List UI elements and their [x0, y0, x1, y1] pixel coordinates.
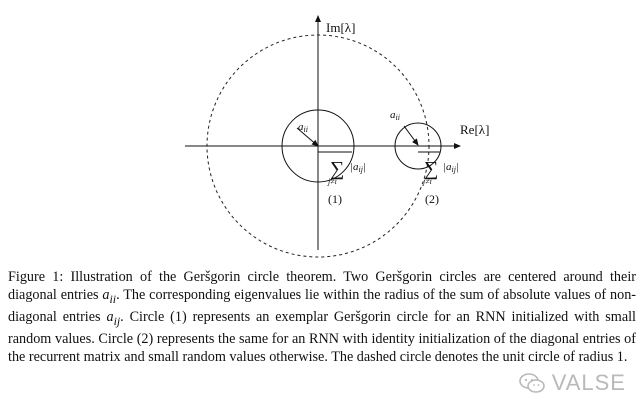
circle-1-sum-symbol: ∑ [330, 158, 345, 180]
circle-2-number: (2) [425, 192, 439, 206]
watermark-text: VALSE [551, 370, 626, 395]
circle-1-sum-index: j≠i [328, 177, 337, 186]
circle-2-sum-index: j≠i [423, 177, 432, 186]
caption-text-1: Figure 1: Illustration of the Geršgorin circle theorem. Two Geršgorin circles are centered around their diagonal entries [8, 269, 636, 304]
caption-math-aii-base: a [102, 287, 110, 304]
caption-math-aij-base: a [106, 309, 114, 326]
caption-math-aij-sub: ij [113, 314, 121, 329]
imaginary-axis-label: Im[λ] [326, 20, 356, 35]
real-axis-label: Re[λ] [460, 122, 490, 137]
caption-text-3: . Circle (1) represents an exemplar Geršgorin circle for an RNN initialized with small random values. Circle (2) represents the same for an RNN with identity initialization of the diagonal entries of the recurrent matrix and small random values otherwise. The dashed circle denotes the unit circle of radius 1. [8, 309, 636, 366]
figure-caption [8, 268, 636, 367]
caption-text-2: . The corresponding eigenvalues lie within the radius of the sum of absolute values of non-diagonal entries [8, 287, 637, 326]
watermark [518, 370, 626, 396]
caption-math-aii [102, 287, 117, 307]
circle-1-sum-term: |aij| [350, 161, 367, 174]
circle-2-radius-arrow [404, 126, 418, 145]
circle-1-number: (1) [328, 192, 342, 206]
circle-1-radius-label: aii [298, 121, 308, 134]
caption-math-aii-sub: ii [109, 292, 117, 307]
circle-2-sum-symbol: ∑ [424, 158, 439, 180]
circle-2-radius-label: aii [390, 109, 400, 122]
caption-math-aij [106, 309, 121, 329]
wechat-icon [518, 372, 546, 394]
circle-2-sum-term: |aij| [443, 161, 460, 174]
